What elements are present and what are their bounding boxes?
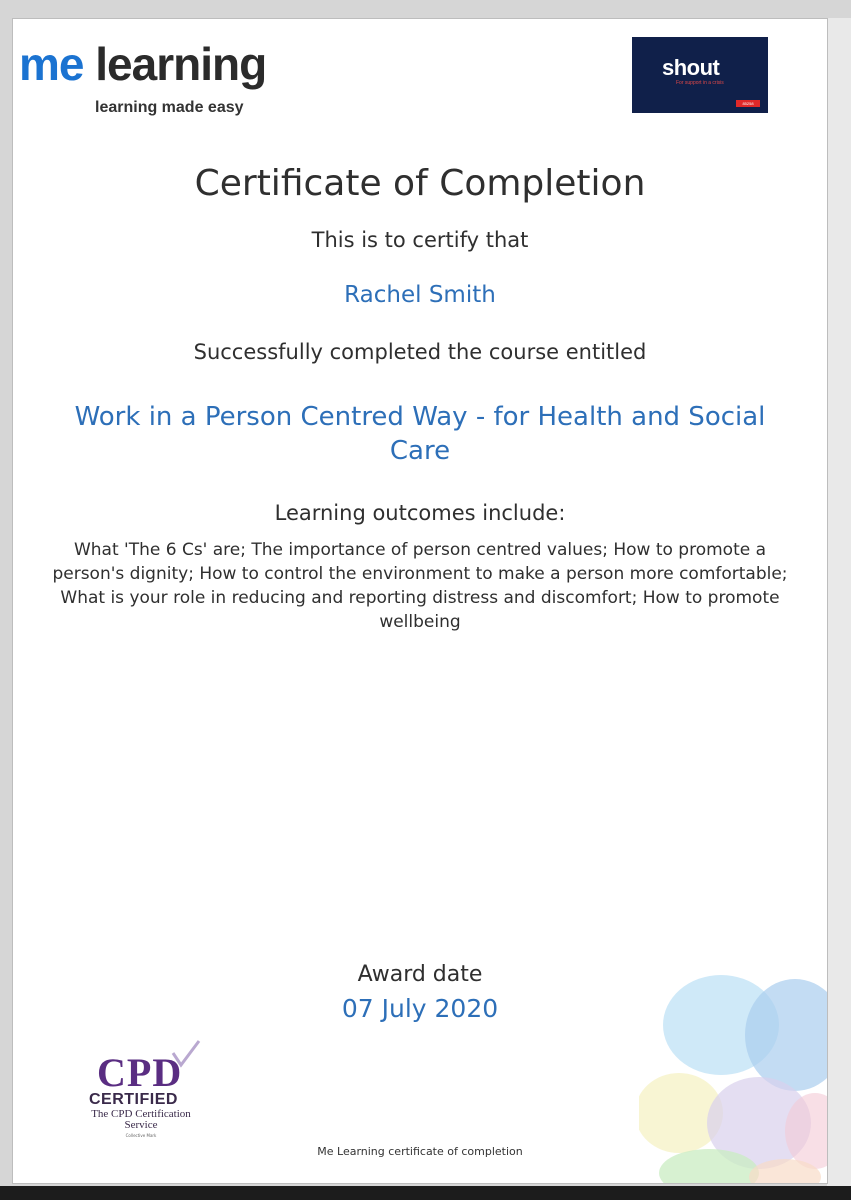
award-date-label: Award date [357, 962, 483, 987]
outcomes-text: What 'The 6 Cs' are; The importance of person centred values; How to promote a person's dignity; How to control the environment to make a person more comfortable; What is your role in reducing and reporting distress and discomfort; How to promote wellbeing [52, 540, 788, 632]
award-date: 07 July 2020 [341, 994, 499, 1023]
recipient-name: Rachel Smith [344, 282, 496, 308]
cpd-service-text [83, 1109, 199, 1131]
cpd-service-line2: Service [124, 1119, 158, 1131]
cpd-letters: CPD [97, 1050, 183, 1095]
shout-logo-text: shout [662, 55, 720, 80]
certify-line: This is to certify that [311, 228, 529, 252]
logo-learning-text: learning [83, 38, 267, 90]
certificate-page [12, 18, 828, 1184]
page-edge [827, 18, 851, 1186]
shout-logo [632, 37, 768, 113]
completed-line: Successfully completed the course entitled [193, 340, 647, 364]
me-learning-logo [19, 38, 289, 131]
cpd-mark-text: Collective Mark [125, 1133, 157, 1138]
certificate-footer: Me Learning certificate of completion [317, 1145, 523, 1158]
course-title: Work in a Person Centred Way - for Health and Social Care [74, 402, 766, 466]
outcomes-heading: Learning outcomes include: [274, 501, 566, 525]
cpd-certified-text: CERTIFIED [89, 1091, 178, 1108]
certificate-title: Certificate of Completion [194, 163, 646, 204]
cpd-certified-badge [77, 1037, 207, 1137]
cpd-service-line1: The CPD Certification [91, 1108, 191, 1120]
logo-tagline: learning made easy [95, 99, 244, 116]
shout-logo-subtitle: For support in a crisis [676, 80, 724, 86]
bottom-band [0, 1186, 851, 1200]
shout-logo-badge: 85258 [736, 100, 760, 107]
logo-me-text: me [19, 38, 84, 90]
